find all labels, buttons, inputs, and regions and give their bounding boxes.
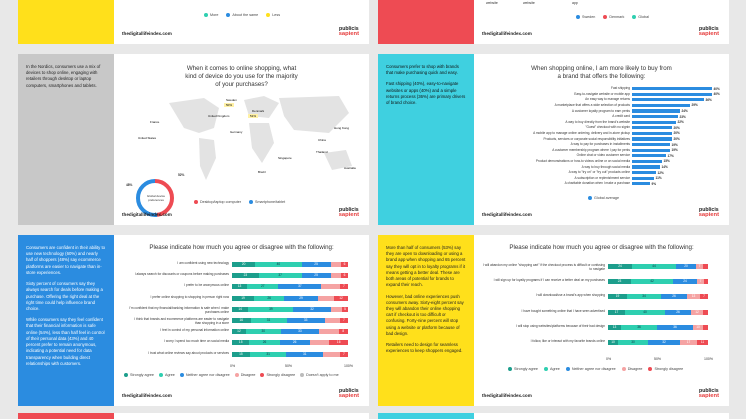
bar-value: 19% xyxy=(671,142,678,147)
bar-segment: 26 xyxy=(254,296,284,301)
bar-segment: 42 xyxy=(631,279,673,284)
bar-value: 12% xyxy=(657,170,664,175)
legend-label: Desktop/laptop computer xyxy=(200,200,241,204)
bar-value: 11% xyxy=(655,176,662,181)
bar-value: 17% xyxy=(667,153,674,158)
bar-segment: 7 xyxy=(340,318,348,323)
publicis-sapient-logo: publicis sapient xyxy=(698,26,719,38)
sidebar-text: Retailers need to design for seamless experiences to keep shoppers engaged. xyxy=(386,342,463,354)
legend xyxy=(588,196,619,200)
bar xyxy=(632,98,704,101)
bar-value: 14% xyxy=(661,164,668,169)
bar-segment: 24 xyxy=(608,264,632,269)
site-url: thedigitallifeindex.com xyxy=(482,31,532,36)
slide-title: Please indicate how much you agree or disagree with the following: xyxy=(509,244,694,251)
legend-label: Agree xyxy=(549,367,560,371)
bar-value: 15% xyxy=(663,159,670,164)
bar-segment: 31 xyxy=(250,352,287,357)
row-label: I always search for discounts or coupons before making purchases xyxy=(134,272,229,277)
bar-segment: 17 xyxy=(608,310,625,315)
bar-segment xyxy=(331,262,341,267)
bar-segment: 15 xyxy=(232,352,250,357)
bar-label: Fast shipping xyxy=(611,86,630,91)
legend xyxy=(204,13,280,17)
slide-more-likely xyxy=(378,54,729,225)
row-label: I think that brands and ecommerce platforms are easier to navigate than shopping in a store xyxy=(134,317,229,325)
bar xyxy=(632,109,680,112)
legend-dot-smartphone xyxy=(249,200,253,204)
bar xyxy=(632,87,712,90)
legend-label: Less xyxy=(272,13,281,17)
bar-segment xyxy=(331,307,343,312)
bar-segment: 26 xyxy=(280,340,310,345)
bar-segment: 40 xyxy=(625,310,665,315)
country-denmark: Denmark xyxy=(252,109,265,113)
row-label: I feel in control of my personal information online xyxy=(160,328,229,333)
sidebar-text: More than half of consumers (53%) say they are open to downloading or using a brand app when shopping and 65 percent say they will opt in to loyalty programs if it means getting a better deal. These are both areas of potential for brands to expand their reach. xyxy=(386,245,466,288)
bar-segment: 32 xyxy=(293,307,330,312)
bar-segment: 39 xyxy=(248,307,293,312)
publicis-sapient-logo: publicis sapient xyxy=(338,388,359,400)
bar-segment: 33 xyxy=(281,329,319,334)
row-label: I prefer to be anonymous online xyxy=(184,283,229,288)
sidebar-text: Fast shipping (40%), easy-to-navigate websites or apps (40%) and a simple returns process (36%) are primary drivers of brand choice. xyxy=(386,81,466,106)
bar-label: A way to buy through social media xyxy=(581,164,630,169)
publicis-sapient-logo: publicis sapient xyxy=(338,26,359,38)
bar-segment: 20 xyxy=(232,262,255,267)
legend-dot xyxy=(648,367,652,371)
bar-segment: 12 xyxy=(232,329,246,334)
sidebar-text: Consumers prefer to shop with brands that make purchasing quick and easy. xyxy=(386,64,459,76)
site-url: thedigitallifeindex.com xyxy=(122,31,172,36)
bar-segment: 19 xyxy=(608,294,627,299)
stacked-bar xyxy=(608,325,708,330)
row-label: I trust what online reviews say about products or services xyxy=(148,350,229,355)
bar-segment: 15 xyxy=(232,340,249,345)
legend-label: Smartphone/tablet xyxy=(255,200,286,204)
sidebar xyxy=(378,235,474,406)
bar-label: A marketplace that offers a wide selection of products xyxy=(554,103,630,107)
axis-label: website xyxy=(486,1,498,5)
bar-segment: 26 xyxy=(665,310,691,315)
bar-segment: 7 xyxy=(340,352,348,357)
stacked-bar xyxy=(232,284,348,289)
bar-segment xyxy=(325,318,340,323)
slide-agree-1 xyxy=(18,235,369,406)
legend-label: Strongly disagree xyxy=(654,367,684,371)
stacked-bar xyxy=(232,329,348,334)
legend-dot-same xyxy=(226,13,230,17)
bar-segment: 25 xyxy=(302,262,331,267)
bar xyxy=(632,137,672,140)
bar-value: 19% xyxy=(671,148,678,153)
legend-dot xyxy=(622,367,626,371)
bar-segment xyxy=(703,325,708,330)
bar-segment: 10 xyxy=(608,340,618,345)
bar-segment xyxy=(319,329,339,334)
sidebar-text: However, bad online experiences push consumers away. Sixty-eight percent say they will abandon their online shopping cart if checkout is too difficult or confusing. Forty-nine percent will stop using a website or platform because of bad design. xyxy=(386,293,464,336)
legend-label: Strongly agree xyxy=(514,367,538,371)
row-label: I prefer online shopping to shopping in person right now xyxy=(150,294,229,299)
bar-value: 20% xyxy=(673,131,680,136)
legend-dot-less xyxy=(266,13,270,17)
bar-segment: 26 xyxy=(661,294,687,299)
bar-segment: 36 xyxy=(621,325,657,330)
bar xyxy=(632,93,712,96)
legend-label: Disagree xyxy=(240,373,256,377)
bar-segment: 40 xyxy=(255,262,301,267)
stacked-bar xyxy=(232,340,348,345)
bar-segment xyxy=(703,264,708,269)
stacked-bar xyxy=(232,273,348,278)
stacked-bar xyxy=(608,294,708,299)
bar xyxy=(632,126,672,129)
row-label: I follow, like or interact with my favorite brands online xyxy=(530,339,605,343)
sidebar-color xyxy=(18,0,114,44)
bar-label: "Guest" checkout with no signin xyxy=(585,125,630,130)
publicis-sapient-logo: publicis sapient xyxy=(698,207,719,219)
legend-dot-global xyxy=(588,196,592,200)
country-denmark-value: 51% xyxy=(250,114,257,118)
bar-segment: 16 xyxy=(232,318,251,323)
bar-segment xyxy=(704,279,708,284)
legend-dot xyxy=(235,373,239,377)
legend-label: Agree xyxy=(164,373,175,377)
donut-value-desktop: 48% xyxy=(126,183,133,187)
bar-segment: 31 xyxy=(286,352,323,357)
country-china: China xyxy=(318,138,326,142)
site-url: thedigitallifeindex.com xyxy=(122,393,172,398)
sidebar-text: While consumers say they feel confident that their financial information is safe online (54%), less than half feel in control of their personal data (43%) and 40 percent prefer to remain anonymous, indicating a potential need for data transparency when building direct relationships with customers. xyxy=(26,317,105,366)
bar-segment xyxy=(331,273,341,278)
stacked-bar xyxy=(232,262,348,267)
bar-segment: 7 xyxy=(696,264,703,269)
stacked-bar xyxy=(232,352,348,357)
bar-value: 23% xyxy=(679,114,686,119)
legend-dot xyxy=(180,373,184,377)
bar-segment: 12 xyxy=(334,296,348,301)
bar-label: A way to "try on" or "try out" products online xyxy=(568,170,630,175)
stacked-bar xyxy=(232,318,348,323)
slide-top-left xyxy=(18,0,369,44)
slide-title: Please indicate how much you agree or disagree with the following: xyxy=(149,244,334,251)
bar-label: Easy-to-navigate website or mobile app xyxy=(574,91,630,96)
sidebar-color xyxy=(378,0,474,44)
donut-label: Global device preferences xyxy=(146,194,166,202)
donut-value-smartphone: 52% xyxy=(178,173,185,177)
axis-tick: 100% xyxy=(704,357,713,361)
legend-label: Neither agree nor disagree xyxy=(571,367,616,371)
bar xyxy=(632,165,660,168)
legend-label: More xyxy=(210,13,219,17)
slide-agree-2 xyxy=(378,235,729,406)
row-label: I worry I spend too much time on social media xyxy=(164,339,229,344)
sidebar xyxy=(18,235,114,406)
row-label: I will sign up for loyalty programs if I can receive a better deal on my purchases xyxy=(493,278,605,283)
bar-value: 36% xyxy=(705,97,712,102)
bar-label: Products, services or corporate social responsibility initiatives xyxy=(543,136,630,141)
publicis-sapient-logo: publicis sapient xyxy=(698,388,719,400)
sidebar xyxy=(18,54,114,225)
site-url: thedigitallifeindex.com xyxy=(482,212,532,217)
country-singapore: Singapore xyxy=(278,156,292,160)
bar-segment: 13 xyxy=(687,294,700,299)
country-sweden-value: 50% xyxy=(226,103,233,107)
bar-label: A charitable donation when I make a purchase xyxy=(564,181,630,186)
row-label: I will abandon my online "shopping cart" if the checkout process is difficult or confusing to navigate xyxy=(483,263,605,271)
bar-segment: 30 xyxy=(246,329,281,334)
bar-label: A customer loyalty program to earn perks xyxy=(571,108,630,113)
axis-tick: 100% xyxy=(344,364,353,368)
bar-segment: 32 xyxy=(648,340,680,345)
slide-bottom-left-partial xyxy=(18,413,369,419)
stacked-bar xyxy=(608,340,708,345)
bar-segment: 6 xyxy=(341,262,348,267)
bar-segment: 34 xyxy=(627,294,661,299)
bar-segment: 29 xyxy=(284,296,318,301)
bar-segment: 26 xyxy=(249,340,279,345)
bar-segment: 31 xyxy=(251,318,287,323)
bar-segment: 30 xyxy=(618,340,648,345)
bar-label: A way to buy directly from the brand's website xyxy=(565,119,630,124)
bar-segment: 37 xyxy=(259,273,302,278)
bar-label: An easy way to manage returns xyxy=(585,97,630,102)
bar xyxy=(632,154,666,157)
bar-segment: 25 xyxy=(302,273,331,278)
bar-value: 40% xyxy=(713,92,720,97)
row-label: I will stop using websites/platforms because of their bad design xyxy=(516,323,605,328)
legend-label: About the same xyxy=(232,13,259,17)
bar-segment: 13 xyxy=(232,284,247,289)
legend-label: Sweden xyxy=(582,15,596,19)
bar-segment xyxy=(321,284,340,289)
bar-segment: 20 xyxy=(676,264,696,269)
country-thailand: Thailand xyxy=(316,150,328,154)
bar-label: A way to pay for purchases in installments xyxy=(570,142,630,147)
legend xyxy=(576,15,649,19)
legend-label: Denmark xyxy=(609,15,625,19)
slide-device xyxy=(18,54,369,225)
bar-segment: 10 xyxy=(693,325,703,330)
slide-top-right xyxy=(378,0,729,44)
bar-segment: 23 xyxy=(232,273,259,278)
bar-label: A credit card xyxy=(612,114,630,119)
bar-value: 29% xyxy=(691,103,698,108)
axis-tick: 0% xyxy=(230,364,236,368)
bar-segment: 17 xyxy=(680,340,697,345)
stacked-bar xyxy=(232,307,348,312)
bar-segment: 27 xyxy=(247,284,278,289)
sidebar xyxy=(378,54,474,225)
bar xyxy=(632,115,678,118)
bar-segment: 12 xyxy=(691,310,703,315)
legend-dot-sweden xyxy=(576,15,580,19)
bar xyxy=(632,143,670,146)
stacked-bar xyxy=(608,264,708,269)
bar-segment xyxy=(703,310,708,315)
bar-segment: 23 xyxy=(608,279,631,284)
legend-dot xyxy=(260,373,264,377)
site-url: thedigitallifeindex.com xyxy=(482,393,532,398)
bar-segment: 24 xyxy=(673,279,697,284)
sidebar-text: Sixty percent of consumers say they always search for deals before making a purchase. Offering the right deal at the right time could help influence brand choice. xyxy=(26,281,103,311)
bar xyxy=(632,182,650,185)
stacked-bar xyxy=(232,296,348,301)
axis-tick: 50% xyxy=(285,364,293,368)
bar xyxy=(632,177,654,180)
country-uk: United Kingdom xyxy=(208,114,230,118)
bar xyxy=(632,104,690,107)
legend-dot-denmark xyxy=(603,15,607,19)
legend-dot-more xyxy=(204,13,208,17)
row-label: I have bought something online that I have seen advertised xyxy=(521,308,605,313)
country-australia: Australia xyxy=(344,166,356,170)
bar-segment: 13 xyxy=(608,325,621,330)
bar-label: A customer membership program where I pay for perks xyxy=(552,147,630,152)
bar-label: Product demonstrations or how-to videos online or on social media xyxy=(535,159,630,163)
axis-tick: 50% xyxy=(654,357,662,361)
sidebar-color xyxy=(18,413,114,419)
stacked-bar xyxy=(608,310,708,315)
site-url: thedigitallifeindex.com xyxy=(122,212,172,217)
country-france: France xyxy=(150,120,160,124)
legend-label: Disagree xyxy=(627,367,643,371)
bar xyxy=(632,171,656,174)
bar-value: 40% xyxy=(713,86,720,91)
bar xyxy=(632,149,670,152)
bar-segment: 7 xyxy=(340,284,348,289)
legend xyxy=(508,367,683,371)
sidebar-color xyxy=(378,413,474,419)
bar-segment: 8 xyxy=(339,329,348,334)
bar-label: A mobile app to manage online ordering, delivery and in-store pickup xyxy=(533,131,630,135)
country-us: United States xyxy=(138,136,157,140)
bar-label: A subscription or replenishment service xyxy=(574,175,630,180)
bar xyxy=(632,121,676,124)
legend-label: Strongly agree xyxy=(130,373,154,377)
legend-dot xyxy=(124,373,128,377)
bar xyxy=(632,132,672,135)
bar-label: Online chat or video customer service xyxy=(576,153,630,158)
publicis-sapient-logo: publicis sapient xyxy=(338,207,359,219)
stacked-bar xyxy=(608,279,708,284)
legend-dot xyxy=(566,367,570,371)
bar-segment: 33 xyxy=(287,318,325,323)
bar-segment: 37 xyxy=(278,284,321,289)
legend-dot xyxy=(544,367,548,371)
legend-dot xyxy=(508,367,512,371)
bar-segment: 14 xyxy=(232,307,248,312)
legend-dot xyxy=(300,373,304,377)
bar xyxy=(632,160,662,163)
slide-bottom-right-partial xyxy=(378,413,729,419)
legend-label: Neither agree nor disagree xyxy=(185,373,230,377)
legend-label: Doesn't apply to me xyxy=(306,373,339,377)
bar-segment: 6 xyxy=(341,273,348,278)
bar-segment xyxy=(310,340,330,345)
country-brazil: Brazil xyxy=(258,170,266,174)
legend-label: Global xyxy=(638,15,649,19)
axis-label: website xyxy=(523,1,535,5)
legend-label: Global average xyxy=(594,196,620,200)
bar-segment: 44 xyxy=(632,264,676,269)
slide-title: When it comes to online shopping, what kind of device do you use for the majority of your purchases? xyxy=(185,65,298,89)
axis-label: app xyxy=(572,1,578,5)
bar-segment: 11 xyxy=(697,340,708,345)
sidebar-text: In the Nordics, consumers use a mix of devices to shop online, engaging with retailers through desktop or laptop computers, smartphones and tablets. xyxy=(26,64,101,88)
row-label: I am confident using new technology xyxy=(177,261,229,265)
legend xyxy=(124,373,339,377)
sidebar-text: Consumers are confident in their ability to use new technology (60%) and nearly half of shoppers (48%) say ecommerce platforms are easier to navigate than in-store experiences. xyxy=(26,245,106,275)
bar-segment: 5 xyxy=(342,307,348,312)
country-germany: Germany xyxy=(230,130,243,134)
row-label: I'm confident that my financial/banking information is safe when I make purchases online xyxy=(129,305,229,314)
legend-dot xyxy=(159,373,163,377)
bar-segment: 36 xyxy=(657,325,693,330)
country-sweden: Sweden xyxy=(226,98,237,102)
bar-segment: 7 xyxy=(697,279,704,284)
legend-dot-global xyxy=(632,15,636,19)
bar-value: 24% xyxy=(681,108,688,113)
country-hongkong: Hong Kong xyxy=(334,126,350,130)
bar-segment: 16 xyxy=(329,340,348,345)
bar-value: 22% xyxy=(677,120,684,125)
slide-title: When shopping online, I am more likely to buy from a brand that offers the following: xyxy=(531,65,672,81)
bar-value: 20% xyxy=(673,136,680,141)
legend-label: Strongly disagree xyxy=(266,373,296,377)
bar-value: 9% xyxy=(651,181,657,186)
row-label: I will download/use a brand's app when shopping xyxy=(535,293,605,298)
legend xyxy=(194,200,285,204)
bar-value: 20% xyxy=(673,125,680,130)
axis-tick: 0% xyxy=(606,357,612,361)
bar-segment: 7 xyxy=(700,294,708,299)
bar-segment xyxy=(318,296,334,301)
bar-segment xyxy=(323,352,340,357)
legend-dot-desktop xyxy=(194,200,198,204)
bar-segment: 19 xyxy=(232,296,254,301)
